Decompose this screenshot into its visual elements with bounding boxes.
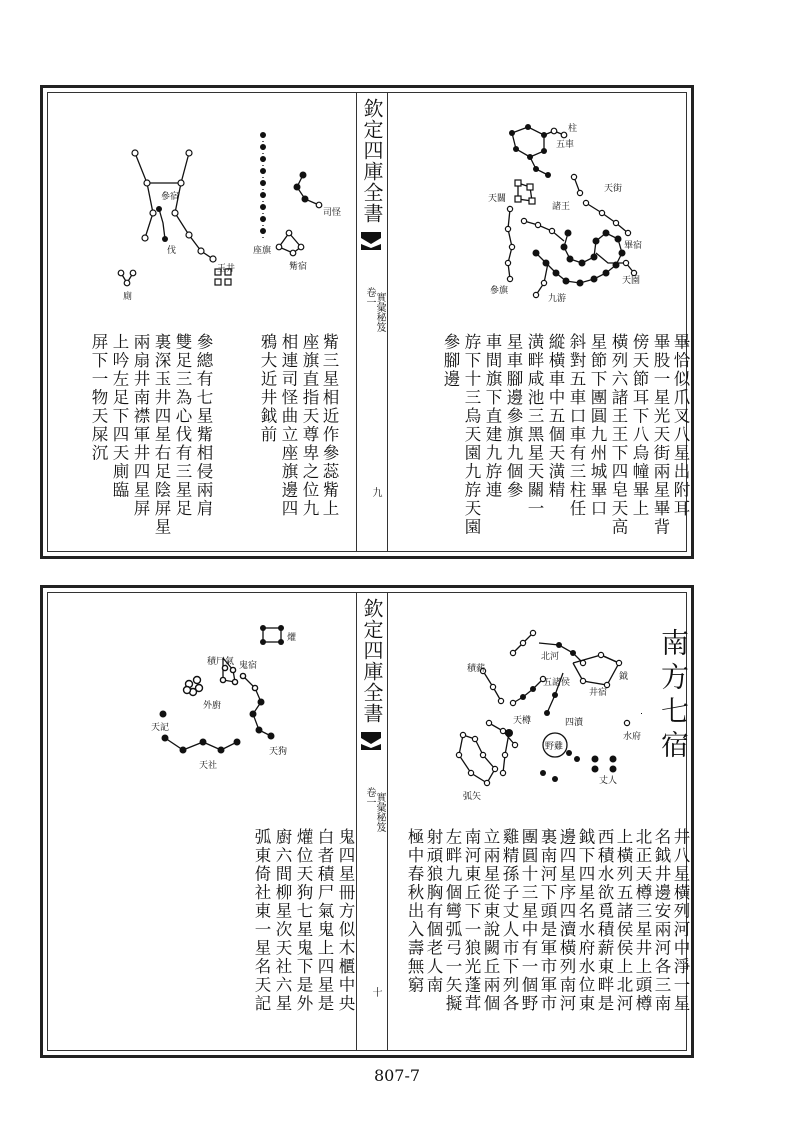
verse-column: 鴉大近井鉞前 (258, 333, 277, 444)
verse-column: 觜三星相近作參蕊觜上 (320, 333, 339, 518)
chart-label: 廁 (123, 292, 133, 302)
spine-library-name: 實彙秘笈 (374, 792, 385, 832)
section-heading: 南方七宿 (657, 628, 690, 764)
chart-label: 五車 (556, 140, 575, 150)
verse-column: 屏下一物天屎沉 (89, 333, 108, 463)
verse-column: 星節下團圓九州城畢口 (588, 333, 607, 518)
verse-column: 畢恰似爪叉八星出附耳 (671, 333, 690, 518)
spine-library-name: 實彙秘笈 (374, 292, 385, 332)
verse-column: 南河東丘下一狼光蓬茸 (462, 828, 481, 1013)
verse-column: 斜對五車口車有三柱任 (567, 333, 586, 518)
verse-column: 極中春秋出入壽無窮 (405, 828, 424, 995)
spine-folio-number: 九 (370, 487, 381, 497)
lower-folio-page (40, 585, 694, 1058)
page-number: 807-7 (373, 1066, 421, 1085)
chart-label: 天社 (199, 761, 218, 771)
chart-label: 司怪 (323, 208, 342, 218)
spine-juan: 卷一 (364, 287, 375, 307)
upper-folio-page (40, 85, 694, 559)
chart-label: 天記 (151, 723, 170, 733)
chart-label: 天園 (622, 276, 641, 286)
verse-column: 雙足三為心伐有三星足 (173, 333, 192, 518)
verse-column: 井八星橫列河中淨一星 (671, 828, 690, 1013)
chart-label: 天狗 (269, 747, 288, 757)
star-chart-shen-zi (93, 123, 343, 313)
chart-label: 諸王 (552, 202, 571, 212)
page-spine (356, 592, 388, 1051)
verse-column: 潢畔咸池三黑星天關一 (525, 333, 544, 518)
verse-column: 邊四星序四瀆橫列南河 (557, 828, 576, 1013)
chart-label: 天關 (488, 194, 507, 204)
verse-column: 座旗直指天尊卑之位九 (300, 333, 319, 518)
verse-column: 名鉞井邊安兩河各三南 (652, 828, 671, 1013)
chart-label: 野雞 (545, 742, 564, 752)
verse-column: 車間旗下直建九斿連 (483, 333, 502, 500)
chart-label: 參宿 (161, 192, 180, 202)
fish-tail-mark-icon (361, 732, 381, 750)
spine-juan: 卷一 (364, 787, 375, 807)
chart-label: 參旗 (490, 286, 509, 296)
verse-column: 立兩星從東說闕丘兩個 (481, 828, 500, 1013)
verse-column: 畢股一星光天街兩星畢背 (651, 333, 670, 537)
chart-label: 伐 (167, 246, 177, 256)
verse-column: 白者積尸氣鬼上四星是 (315, 828, 334, 1013)
verse-column: 爟位天狗七星鬼下是外 (294, 828, 313, 1013)
chart-label: 畢宿 (624, 241, 643, 251)
verse-column: 雞精孫子丈人市下列各 (500, 828, 519, 1013)
chart-label: 五諸侯 (543, 678, 571, 688)
spine-folio-number: 十 (370, 987, 381, 997)
page-spine (356, 92, 388, 552)
verse-column: 廚六間柳星次天社六星 (273, 828, 292, 1013)
verse-column: 縱橫車中五個天潢精 (546, 333, 565, 500)
verse-column: 斿下十三烏天園九斿天園 (462, 333, 481, 537)
verse-column: 兩扇井南襟軍井四星屏 (131, 333, 150, 518)
verse-column: 參總有七星觜相侵兩肩 (194, 333, 213, 518)
chart-label: 北河 (541, 652, 560, 662)
verse-column: 上橫列五諸侯侯上北河 (614, 828, 633, 1013)
verse-column: 左畔九個彎弧弓一矢擬 (443, 828, 462, 1013)
chart-label: 井宿 (589, 688, 608, 698)
star-chart-jing-gui (423, 623, 642, 823)
chart-label: 積尸氣 (207, 657, 235, 667)
star-chart-gui-liu (143, 618, 353, 788)
chart-label: 柱 (568, 124, 578, 134)
fish-tail-mark-icon (361, 232, 381, 250)
chart-label: 座旗 (253, 246, 272, 256)
spine-title: 欽定四庫全書 (360, 98, 384, 224)
chart-label: 天樽 (513, 716, 532, 726)
chart-label: 四瀆 (565, 718, 584, 728)
chart-label: 水府 (623, 732, 642, 742)
chart-label: 玉井 (217, 264, 236, 274)
verse-column: 北正天樽三星井上頭樽 (633, 828, 652, 1013)
verse-column: 上吟左足下四天廁臨 (110, 333, 129, 500)
chart-label: 天街 (604, 184, 623, 194)
verse-column: 團圓十三星中有一個野 (519, 828, 538, 1013)
chart-label: 丈人 (599, 776, 618, 786)
verse-column: 弧東倚社東一星名天記 (252, 828, 271, 1013)
chart-label: 弧矢 (463, 792, 482, 802)
verse-column: 裏南河下頭是軍市軍市 (538, 828, 557, 1013)
chart-label: 鬼宿 (239, 661, 258, 671)
chart-label: 鉞 (619, 672, 629, 682)
chart-label: 爟 (287, 633, 297, 643)
chart-label: 外廚 (203, 701, 222, 711)
verse-column: 相連司怪曲立座旗邊四 (279, 333, 298, 518)
verse-column: 裏深玉井四星右足陰屏星 (152, 333, 171, 537)
verse-column: 橫列六諸王王下四皂天高 (609, 333, 628, 537)
verse-column: 西積水欲覓積薪東畔是 (595, 828, 614, 1013)
spine-title: 欽定四庫全書 (360, 598, 384, 724)
chart-label: 積薪 (467, 664, 486, 674)
verse-column: 傍天節耳下八烏幢畢上 (630, 333, 649, 518)
verse-column: 參腳邊 (441, 333, 460, 389)
verse-column: 鬼四星冊方似木櫃中央 (336, 828, 355, 1013)
verse-column: 射頑狼胸有個老人南 (424, 828, 443, 995)
chart-label: 觜宿 (289, 262, 308, 272)
chart-label: 九游 (548, 294, 567, 304)
verse-column: 鉞下四星名水府水位東 (576, 828, 595, 1013)
verse-column: 星車腳邊參旗九個參 (504, 333, 523, 500)
star-chart-bi-wuche (456, 113, 646, 303)
